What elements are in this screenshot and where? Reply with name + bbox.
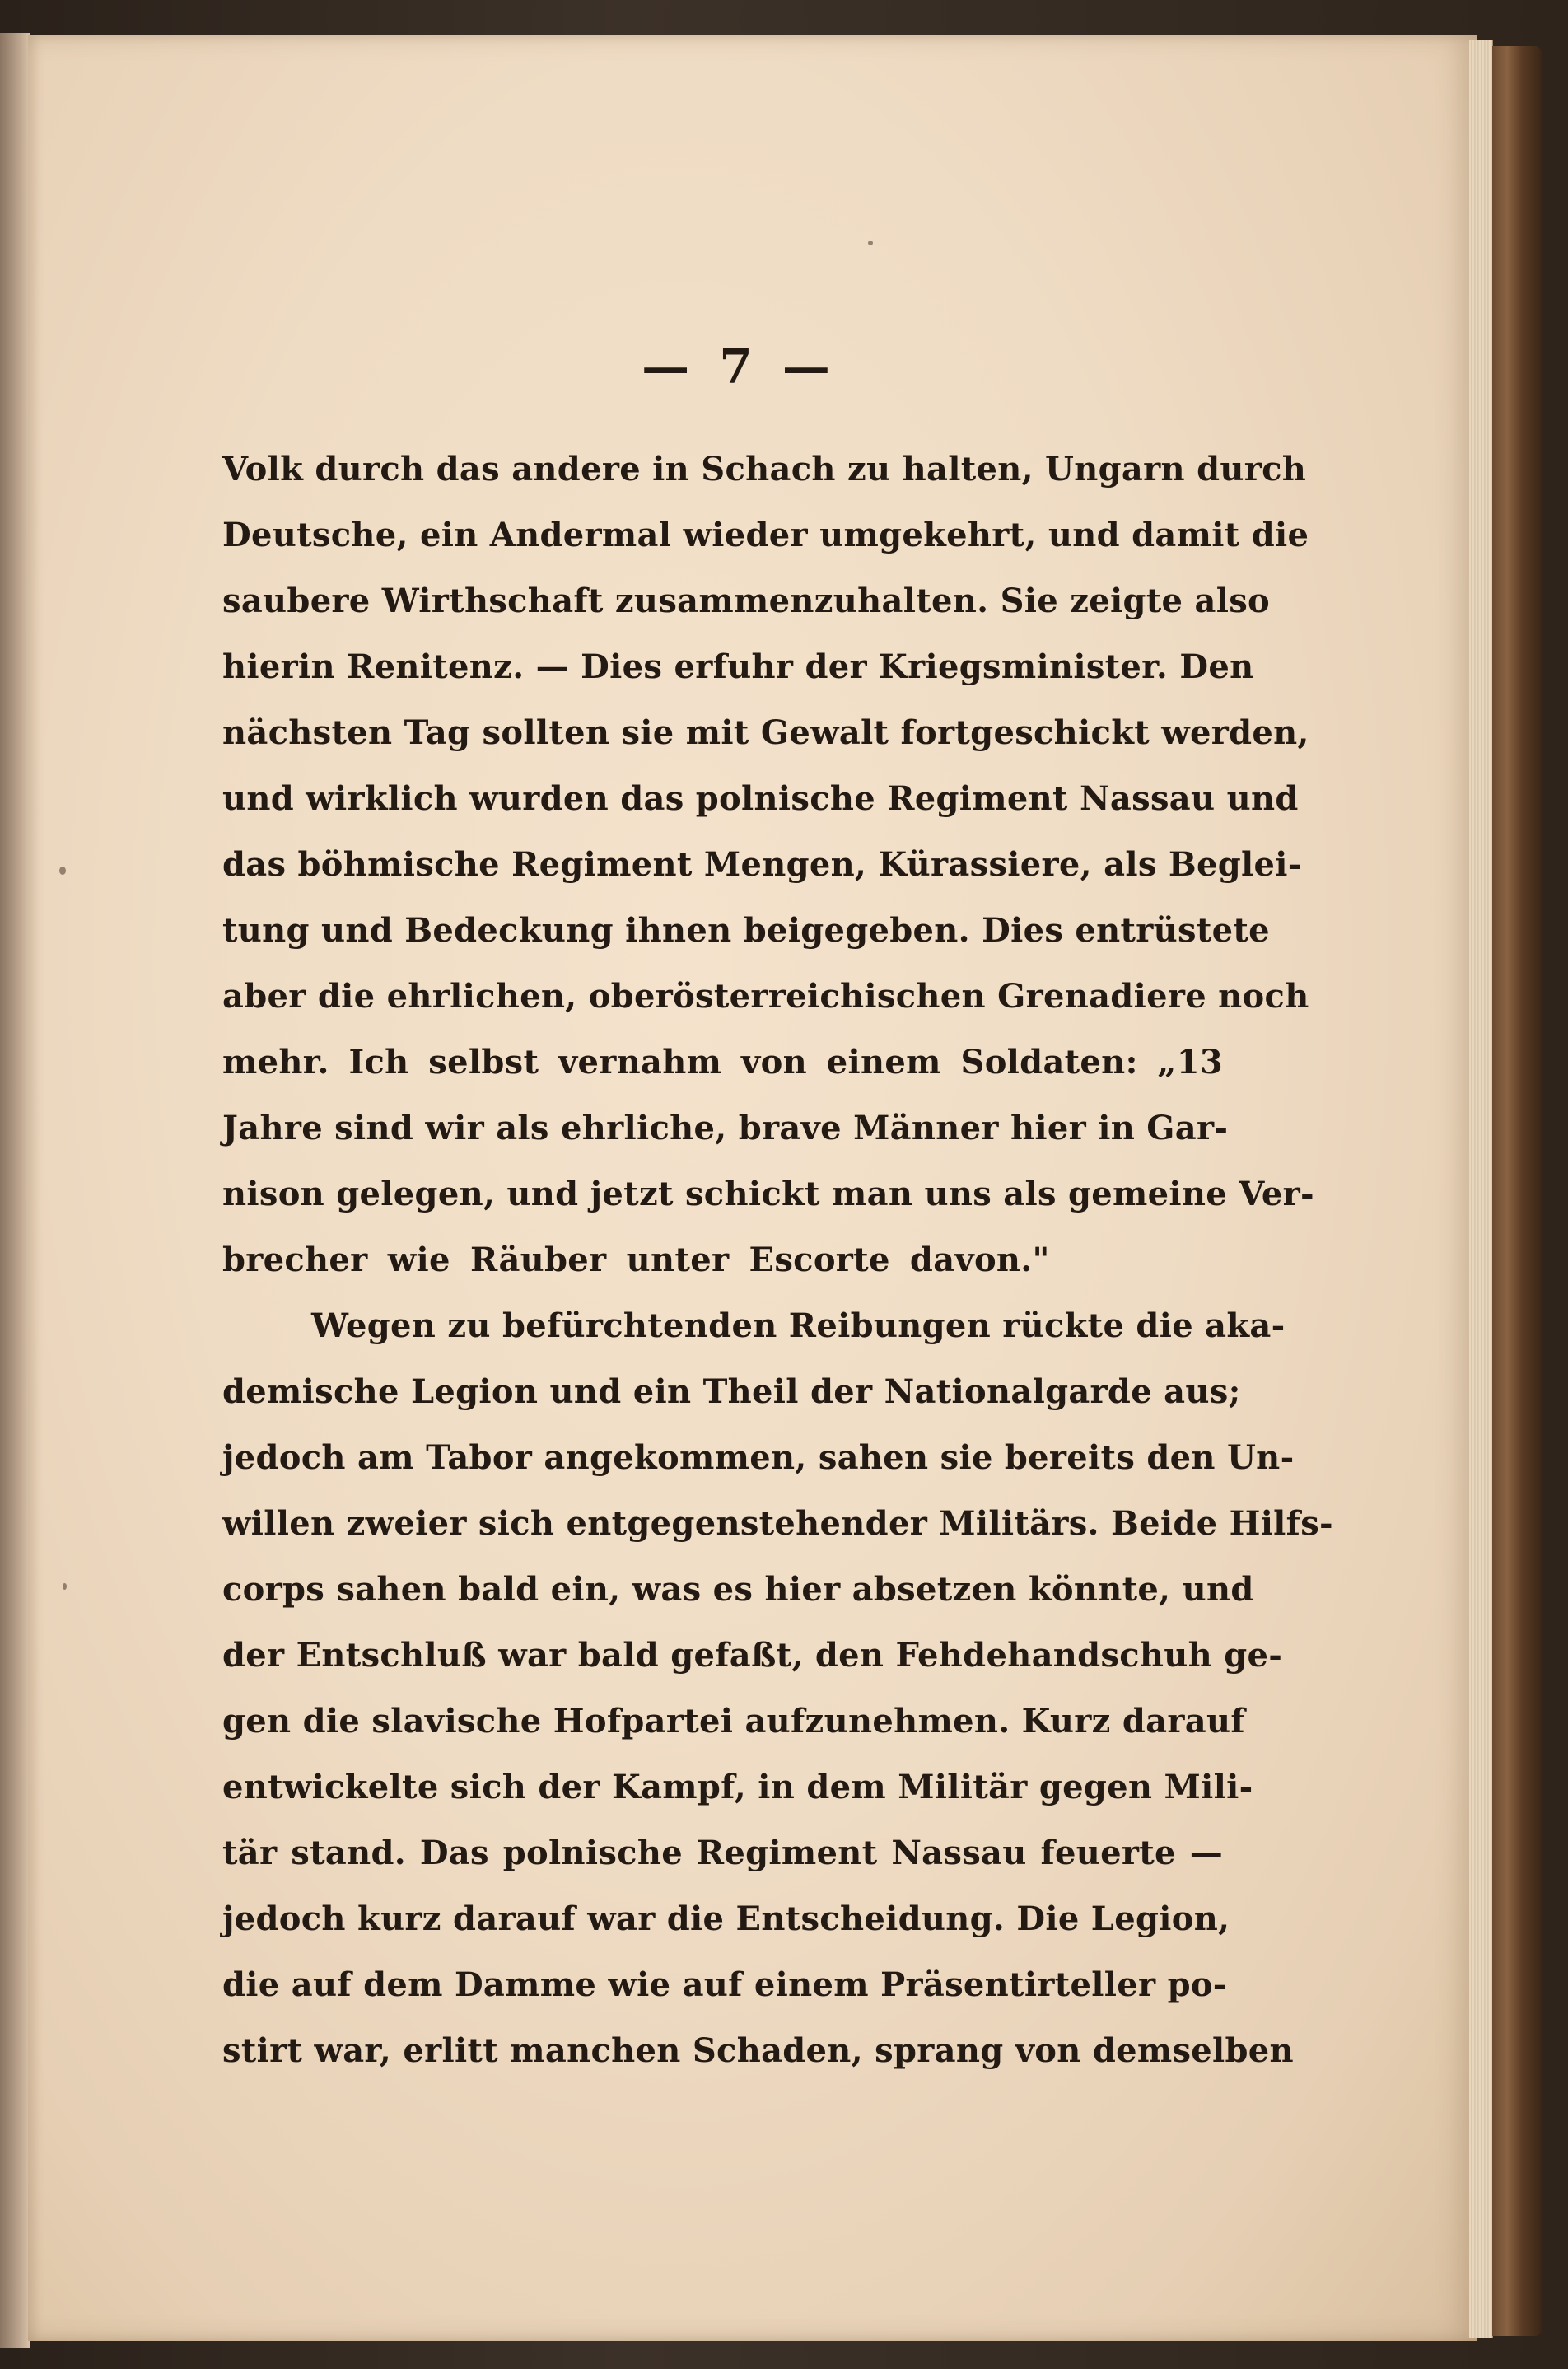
text-line: demische Legion und ein Theil der Nationalgarde aus; bbox=[222, 1372, 1241, 1411]
text-line: brecher wie Räuber unter Escorte davon." bbox=[222, 1241, 1050, 1279]
text-line: saubere Wirthschaft zusammenzuhalten. Sie zeigte also bbox=[222, 582, 1271, 620]
text-line: und wirklich wurden das polnische Regiment Nassau und bbox=[222, 779, 1299, 818]
text-line: willen zweier sich entgegenstehender Militärs. Beide Hilfs- bbox=[222, 1504, 1333, 1543]
text-line: corps sahen bald ein, was es hier absetzen könnte, und bbox=[222, 1570, 1254, 1609]
text-line: nison gelegen, und jetzt schickt man uns als gemeine Ver- bbox=[222, 1175, 1314, 1213]
paper-speck bbox=[63, 1583, 67, 1590]
text-body bbox=[222, 437, 1333, 2084]
text-line: Volk durch das andere in Schach zu halten, Ungarn durch bbox=[222, 450, 1307, 488]
paper-speck bbox=[59, 867, 66, 875]
text-line: gen die slavische Hofpartei aufzunehmen. Kurz darauf bbox=[222, 1702, 1245, 1741]
text-line: jedoch kurz darauf war die Entscheidung. Die Legion, bbox=[222, 1899, 1230, 1938]
text-line: nächsten Tag sollten sie mit Gewalt fortgeschickt werden, bbox=[222, 713, 1309, 752]
text-line: stirt war, erlitt manchen Schaden, sprang von demselben bbox=[222, 2031, 1294, 2070]
text-line: das böhmische Regiment Mengen, Kürassiere, als Beglei- bbox=[222, 845, 1302, 884]
facing-page-edge bbox=[0, 33, 30, 2348]
text-line: Deutsche, ein Andermal wieder umgekehrt, und damit die bbox=[222, 516, 1309, 554]
text-line: aber die ehrlichen, oberösterreichischen Grenadiere noch bbox=[222, 977, 1309, 1016]
text-line: der Entschluß war bald gefaßt, den Fehdehandschuh ge- bbox=[222, 1636, 1283, 1675]
text-line: die auf dem Damme wie auf einem Präsentirteller po- bbox=[222, 1965, 1227, 2004]
text-line: jedoch am Tabor angekommen, sahen sie bereits den Un- bbox=[222, 1438, 1295, 1477]
text-line: hierin Renitenz. — Dies erfuhr der Kriegsminister. Den bbox=[222, 647, 1254, 686]
page-stack-edge bbox=[1469, 40, 1493, 2338]
text-line: Jahre sind wir als ehrliche, brave Männer hier in Gar- bbox=[222, 1109, 1229, 1147]
paper-speck bbox=[868, 241, 873, 245]
page-number: — 7 — bbox=[642, 339, 837, 395]
text-line: tär stand. Das polnische Regiment Nassau feuerte — bbox=[222, 1834, 1223, 1872]
book-cover-edge bbox=[1492, 46, 1542, 2336]
page-content bbox=[222, 329, 1333, 2084]
text-line: entwickelte sich der Kampf, in dem Militär gegen Mili- bbox=[222, 1768, 1253, 1806]
text-line: Wegen zu befürchtenden Reibungen rückte die aka- bbox=[311, 1306, 1286, 1345]
text-line: mehr. Ich selbst vernahm von einem Soldaten: „13 bbox=[222, 1043, 1223, 1082]
text-line: tung und Bedeckung ihnen beigegeben. Dies entrüstete bbox=[222, 911, 1270, 950]
